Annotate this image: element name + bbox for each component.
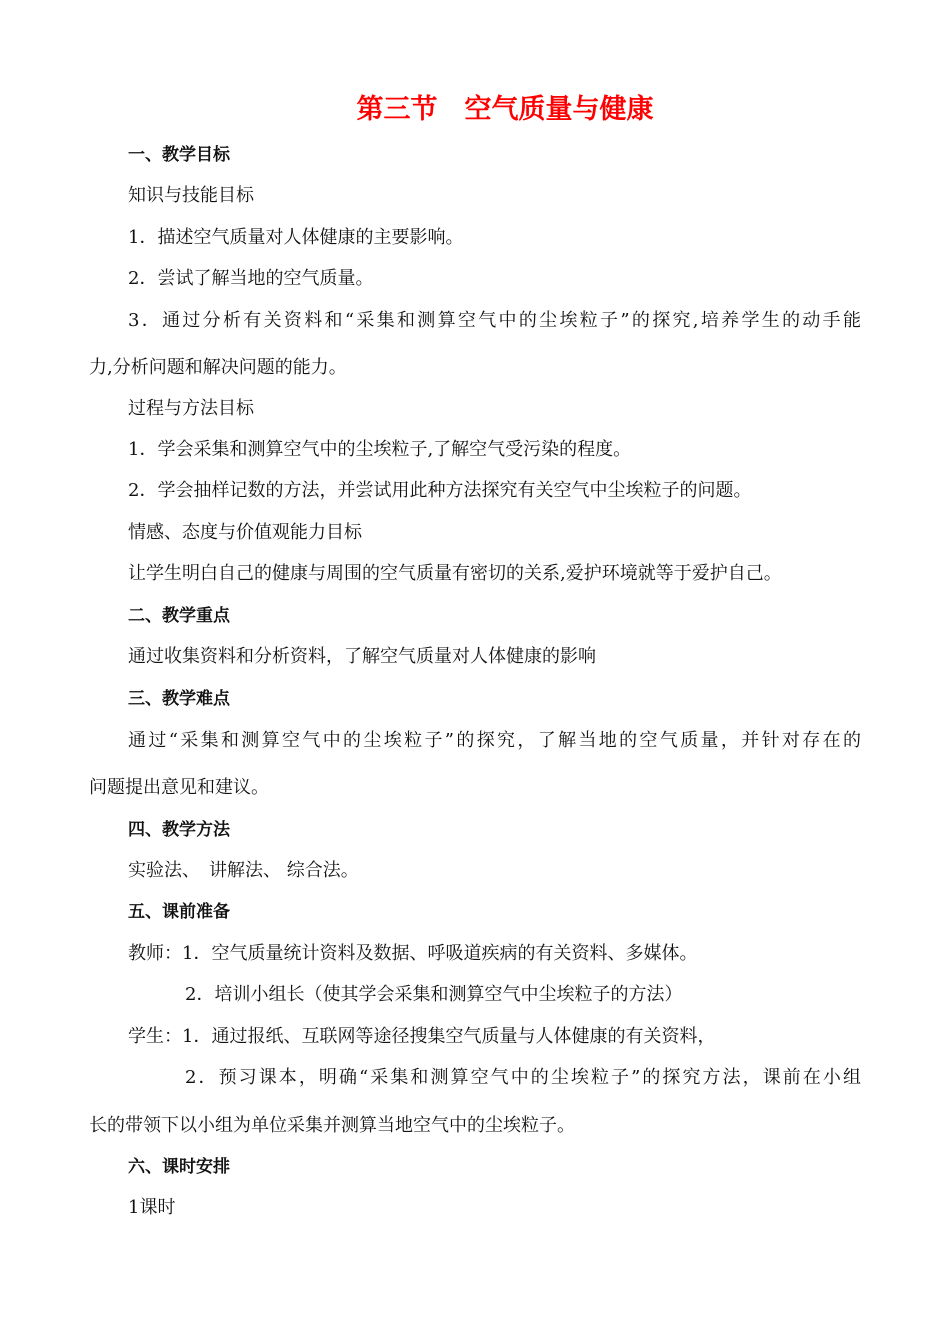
- teacher-prep-1: 教师：1．空气质量统计资料及数据、呼吸道疾病的有关资料、多媒体。: [128, 943, 698, 964]
- section-heading-methods: 四、教学方法: [128, 820, 230, 840]
- knowledge-item-3-line1: 3．通过分析有关资料和“采集和测算空气中的尘埃粒子”的探究,培养学生的动手能: [128, 310, 861, 331]
- section-heading-schedule: 六、课时安排: [128, 1157, 230, 1177]
- student-prep-2-line2: 长的带领下以小组为单位采集并测算当地空气中的尘埃粒子。: [89, 1115, 575, 1136]
- section-heading-difficulties: 三、教学难点: [128, 689, 230, 709]
- subheading-knowledge: 知识与技能目标: [128, 185, 254, 206]
- student-prep-1: 学生：1．通过报纸、互联网等途径搜集空气质量与人体健康的有关资料，: [128, 1026, 716, 1047]
- subheading-process: 过程与方法目标: [128, 398, 254, 419]
- student-prep-2-line1: 2．预习课本，明确“采集和测算空气中的尘埃粒子”的探究方法，课前在小组: [185, 1067, 861, 1088]
- schedule-text: 1课时: [128, 1197, 176, 1218]
- process-item-2: 2．学会抽样记数的方法，并尝试用此种方法探究有关空气中尘埃粒子的问题。: [128, 480, 752, 501]
- teacher-prep-2: 2．培训小组长（使其学会采集和测算空气中尘埃粒子的方法）: [185, 984, 683, 1005]
- emotion-item-1: 让学生明白自己的健康与周围的空气质量有密切的关系,爱护环境就等于爱护自己。: [128, 563, 782, 584]
- section-heading-objectives: 一、教学目标: [128, 145, 230, 165]
- page-title: 第三节 空气质量与健康: [356, 94, 654, 125]
- difficulties-line1: 通过“采集和测算空气中的尘埃粒子”的探究，了解当地的空气质量，并针对存在的: [128, 730, 861, 751]
- difficulties-line2: 问题提出意见和建议。: [89, 777, 269, 798]
- knowledge-item-2: 2．尝试了解当地的空气质量。: [128, 268, 374, 289]
- process-item-1: 1．学会采集和测算空气中的尘埃粒子,了解空气受污染的程度。: [128, 439, 632, 460]
- section-heading-preparation: 五、课前准备: [128, 902, 230, 922]
- section-heading-key-points: 二、教学重点: [128, 606, 230, 626]
- knowledge-item-3-line2: 力,分析问题和解决问题的能力。: [89, 357, 347, 378]
- knowledge-item-1: 1．描述空气质量对人体健康的主要影响。: [128, 227, 464, 248]
- methods-text: 实验法、 讲解法、 综合法。: [128, 860, 359, 881]
- key-points-text: 通过收集资料和分析资料，了解空气质量对人体健康的影响: [128, 646, 596, 667]
- subheading-emotion: 情感、态度与价值观能力目标: [128, 522, 362, 543]
